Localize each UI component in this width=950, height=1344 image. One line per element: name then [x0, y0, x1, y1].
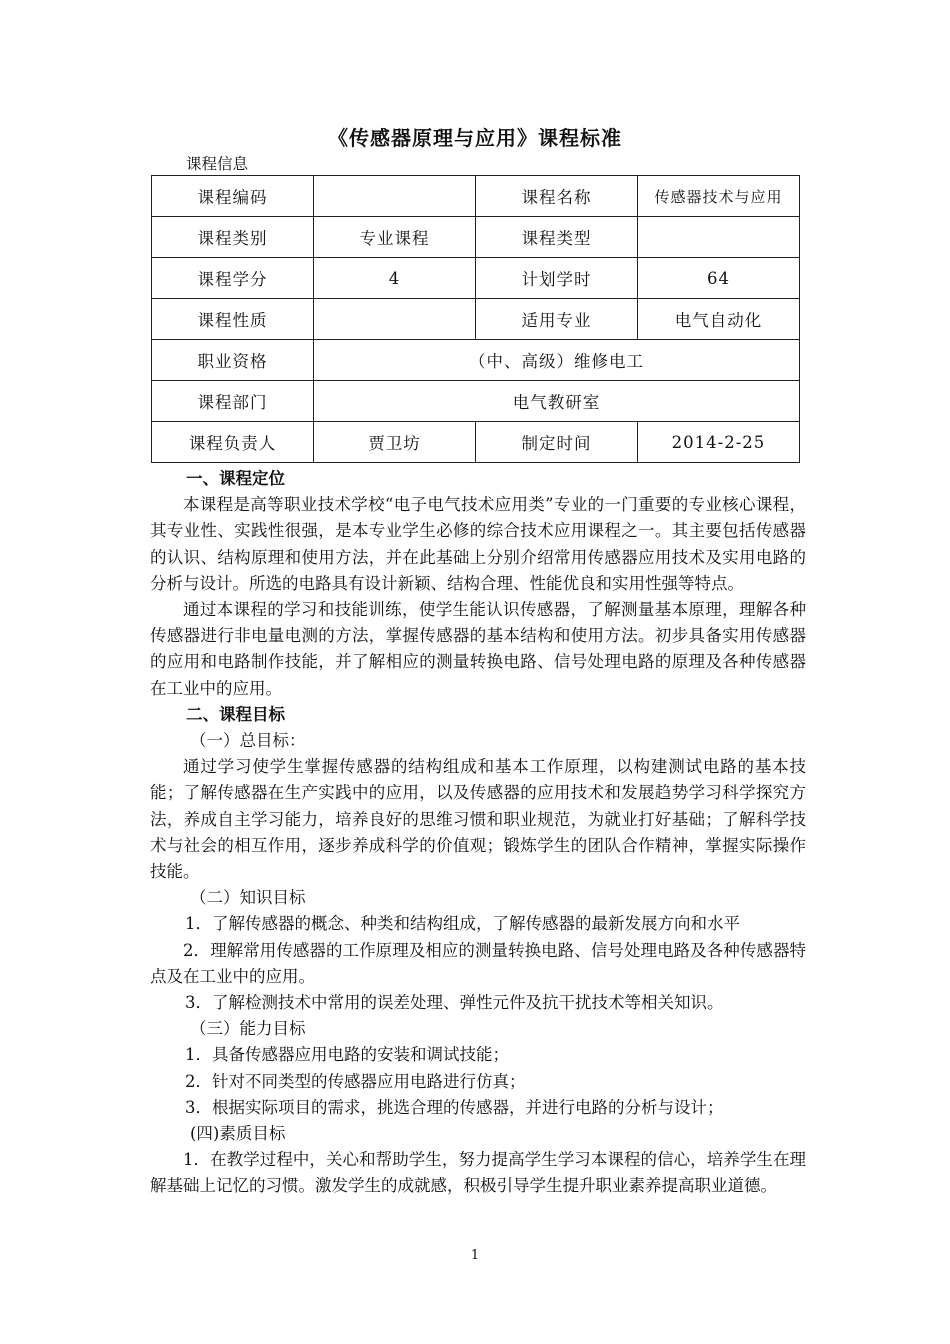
course-type-label: 课程类型: [476, 217, 638, 258]
list-item: 3．根据实际项目的需求，挑选合理的传感器，并进行电路的分析与设计；: [185, 1097, 724, 1117]
page-number: 1: [470, 1248, 480, 1263]
course-category-value: 专业课程: [314, 217, 476, 258]
qualification-label: 职业资格: [152, 340, 314, 381]
course-leader-value: 贾卫坊: [314, 422, 476, 463]
subheading-knowledge-goals: （二）知识目标: [190, 888, 306, 908]
course-code-value: [314, 176, 476, 217]
course-type-value: [638, 217, 800, 258]
section-heading-objectives: 二、课程目标: [186, 704, 285, 724]
planned-hours-label: 计划学时: [476, 258, 638, 299]
table-row: [152, 299, 800, 340]
subheading-quality-goals: (四)素质目标: [190, 1124, 286, 1144]
subheading-ability-goals: （三）能力目标: [190, 1019, 306, 1039]
course-category-label: 课程类别: [152, 217, 314, 258]
list-item: 3．了解检测技术中常用的误差处理、弹性元件及抗干扰技术等相关知识。: [185, 993, 724, 1013]
course-name-label: 课程名称: [476, 176, 638, 217]
document-body: [150, 466, 806, 1200]
course-credit-label: 课程学分: [152, 258, 314, 299]
applicable-major-label: 适用专业: [476, 299, 638, 340]
course-credit-value: 4: [314, 258, 476, 299]
table-row: [152, 258, 800, 299]
table-row: [152, 176, 800, 217]
list-item: 1．了解传感器的概念、种类和结构组成，了解传感器的最新发展方向和水平: [185, 914, 740, 934]
issue-date-value: 2014-2-25: [638, 422, 800, 463]
list-item: 1．具备传感器应用电路的安装和调试技能；: [185, 1045, 509, 1065]
applicable-major-value: 电气自动化: [638, 299, 800, 340]
paragraph: 通过学习使学生掌握传感器的结构组成和基本工作原理，以构建测试电路的基本技能；了解传感器在生产实践中的应用，以及传感器的应用技术和发展趋势学习科学探究方法，养成自主学习能力，培养良好的思维习惯和职业规范，为就业打好基础；了解科学技术与社会的相互作用，逐步养成科学的价值观；锻炼学生的团队合作精神，掌握实际操作技能。: [150, 757, 806, 882]
qualification-value: （中、高级）维修电工: [314, 340, 800, 381]
course-info-label: 课程信息: [186, 155, 249, 173]
course-nature-value: [314, 299, 476, 340]
course-code-label: 课程编码: [152, 176, 314, 217]
course-nature-label: 课程性质: [152, 299, 314, 340]
table-row: [152, 381, 800, 422]
section-heading-positioning: 一、课程定位: [186, 469, 285, 488]
table-row: [152, 217, 800, 258]
department-value: 电气教研室: [314, 381, 800, 422]
course-name-value: 传感器技术与应用: [638, 176, 800, 217]
list-item: 1．在教学过程中，关心和帮助学生，努力提高学生学习本课程的信心，培养学生在理解基础上记忆的习惯。激发学生的成就感，积极引导学生提升职业素养提高职业道德。: [150, 1150, 806, 1196]
page-title: 《传感器原理与应用》课程标准: [328, 126, 622, 150]
table-row: [152, 422, 800, 463]
table-row: [152, 340, 800, 381]
list-item: 2．理解常用传感器的工作原理及相应的测量转换电路、信号处理电路及各种传感器特点及在工业中的应用。: [150, 940, 806, 986]
issue-date-label: 制定时间: [476, 422, 638, 463]
paragraph: 通过本课程的学习和技能训练，使学生能认识传感器，了解测量基本原理，理解各种传感器进行非电量电测的方法，掌握传感器的基本结构和使用方法。初步具备实用传感器的应用和电路制作技能，并了解相应的测量转换电路、信号处理电路的原理及各种传感器在工业中的应用。: [150, 600, 806, 698]
course-info-table: [151, 175, 800, 463]
list-item: 2．针对不同类型的传感器应用电路进行仿真；: [185, 1071, 526, 1091]
subheading-overall-goal: （一）总目标：: [190, 731, 306, 751]
department-label: 课程部门: [152, 381, 314, 422]
planned-hours-value: 64: [638, 258, 800, 299]
paragraph: 本课程是高等职业技术学校“电子电气技术应用类”专业的一门重要的专业核心课程，其专业性、实践性很强，是本专业学生必修的综合技术应用课程之一。其主要包括传感器的认识、结构原理和使用方法，并在此基础上分别介绍常用传感器应用技术及实用电路的分析与设计。所选的电路具有设计新颖、结构合理、性能优良和实用性强等特点。: [150, 495, 806, 593]
course-leader-label: 课程负责人: [152, 422, 314, 463]
